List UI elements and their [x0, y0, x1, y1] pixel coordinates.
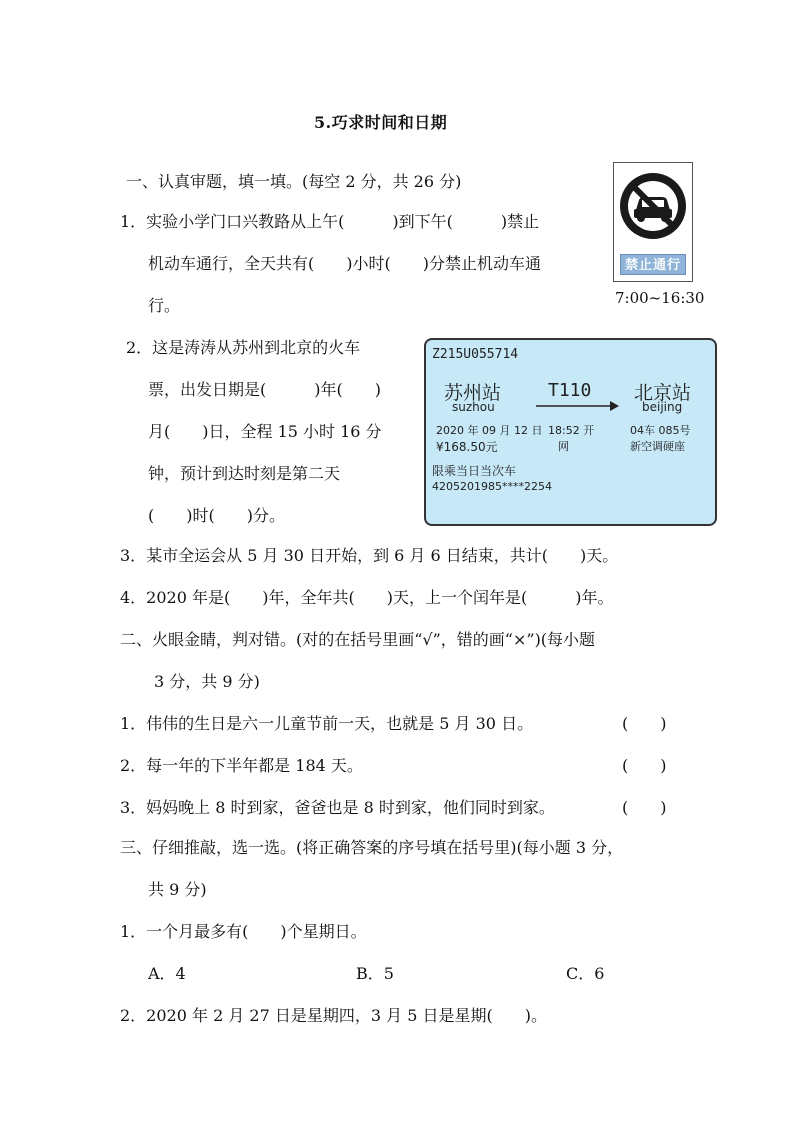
sign-label: 禁止通行: [620, 254, 686, 275]
judge-answer-paren-3[interactable]: ( ): [622, 798, 667, 817]
ticket-to-station: 北京站: [634, 382, 692, 404]
ticket-date: 2020 年 09 月 12 日: [436, 424, 543, 437]
ticket-price: ¥168.50元: [436, 440, 498, 454]
choice-option-b[interactable]: B．5: [356, 964, 394, 983]
judge-item-2: 2．每一年的下半年都是 184 天。: [120, 756, 363, 775]
section3-heading: 三、仔细推敲，选一选。(将正确答案的序号填在括号里)(每小题 3 分，: [120, 838, 624, 857]
section2-heading: 二、火眼金睛，判对错。(对的在括号里画“√”，错的画“×”)(每小题: [120, 630, 596, 649]
ticket-sales-channel: 网: [558, 440, 569, 453]
question2-line1: 2．这是涛涛从苏州到北京的火车: [126, 338, 361, 357]
ticket-code: Z215U055714: [432, 347, 519, 362]
ticket-to-pinyin: beijing: [642, 400, 683, 414]
ticket-seat: 04车 085号: [630, 424, 691, 437]
judge-answer-paren-2[interactable]: ( ): [622, 756, 667, 775]
judge-item-1: 1．伟伟的生日是六一儿童节前一天，也就是 5 月 30 日。: [120, 714, 534, 733]
ticket-train-number: T110: [548, 380, 592, 401]
ticket-from-pinyin: suzhou: [452, 400, 495, 414]
question2-line4: 钟，预计到达时刻是第二天: [148, 464, 341, 483]
question1-line2: 机动车通行，全天共有( )小时( )分禁止机动车通: [148, 254, 541, 273]
question2-line2: 票，出发日期是( )年( ): [148, 380, 381, 399]
section2-heading-cont: 3 分，共 9 分): [154, 672, 260, 691]
choice-option-c[interactable]: C．6: [566, 964, 605, 983]
no-car-icon: [614, 163, 692, 253]
ticket-from-station: 苏州站: [444, 382, 502, 404]
ticket-id-number: 4205201985****2254: [432, 480, 552, 493]
section3-heading-cont: 共 9 分): [148, 880, 207, 899]
judge-item-3: 3．妈妈晚上 8 时到家，爸爸也是 8 时到家，他们同时到家。: [120, 798, 555, 817]
choice-question-1: 1．一个月最多有( )个星期日。: [120, 922, 367, 941]
question2-line5: ( )时( )分。: [148, 506, 285, 525]
question1-line1: 1．实验小学门口兴教路从上午( )到下午( )禁止: [120, 212, 540, 231]
sign-time: 7:00~16:30: [615, 289, 705, 307]
choice-question-2: 2．2020 年 2 月 27 日是星期四，3 月 5 日是星期( )。: [120, 1006, 547, 1025]
section1-heading: 一、认真审题，填一填。(每空 2 分，共 26 分): [126, 172, 462, 191]
question2-line3: 月( )日，全程 15 小时 16 分: [148, 422, 382, 441]
train-ticket: [424, 338, 717, 526]
ticket-note: 限乘当日当次车: [432, 464, 517, 478]
page-title: 5.巧求时间和日期: [314, 113, 448, 132]
judge-answer-paren-1[interactable]: ( ): [622, 714, 667, 733]
choice-option-a[interactable]: A．4: [148, 964, 186, 983]
question3: 3．某市全运会从 5 月 30 日开始，到 6 月 6 日结束，共计( )天。: [120, 546, 619, 565]
no-vehicle-sign: [613, 162, 693, 282]
question1-line3: 行。: [148, 296, 181, 315]
question4: 4．2020 年是( )年，全年共( )天，上一个闰年是( )年。: [120, 588, 614, 607]
ticket-time: 18:52 开: [548, 424, 595, 437]
ticket-seat-class: 新空调硬座: [630, 440, 685, 453]
arrow-icon: [534, 400, 620, 412]
